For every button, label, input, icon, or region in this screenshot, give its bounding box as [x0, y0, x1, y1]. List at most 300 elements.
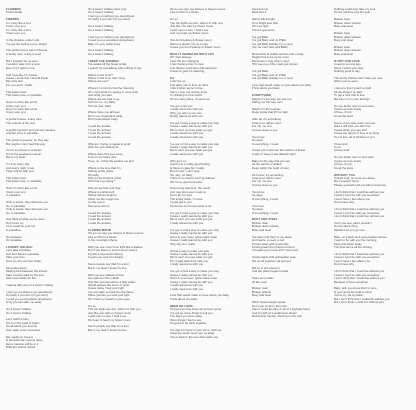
lyric-line: Fly I really wanna be with you [170, 258, 208, 263]
lyric-line: Cause you don't believe in flower moon [170, 44, 221, 49]
lyric-line: I know I can't be with you somehow [334, 272, 380, 277]
lyric-line: But maybe I can't feel that way [6, 141, 46, 146]
lyric-line: I need the answer [88, 220, 111, 225]
lyric-line: (If love, if not) [334, 110, 352, 115]
lyric-line: And every night I pray [6, 165, 35, 170]
lyric-line: Cause I really wanna be with you [170, 124, 213, 129]
lyric-line: Comes close to you [252, 127, 278, 132]
lyric-line: It's good to be back together [170, 321, 207, 325]
lyric-line: When you've gone [334, 79, 358, 84]
lyric-line: I know I can't be with you somehow [334, 255, 380, 260]
lyric-line: Oh I'm so good tomorrow [170, 179, 203, 184]
lyric-line: Only you can take me away [6, 300, 42, 305]
lyric-line: Mmm can't you see what you got [170, 255, 213, 260]
lyric-line: Oh so many place, I found now [170, 96, 210, 101]
lyric-line: A gentle breeze, a lazy tune [6, 117, 42, 122]
lyric-line: A sign of hope in the darkest night [252, 151, 296, 156]
lyric-line: Where's no kind to find the fraternity [88, 86, 135, 91]
lyric-line: Cause we love lonely [334, 107, 362, 112]
lyric-line: Well it still all right [252, 17, 275, 22]
lyric-line: So deep [252, 138, 263, 143]
lyric-line: Now I'm crazy like a fool [6, 186, 38, 191]
lyric-line: Time, no, I write the psalms me and [88, 158, 134, 163]
lyric-line: The pretty clothes won't help you now [334, 75, 383, 80]
lyric-line: And make some memories [6, 327, 41, 332]
song-title: BUSY AND STEEL [252, 217, 278, 222]
lyric-line: Are split over the middle [88, 276, 120, 281]
lyric-line: The time we've all the shining [334, 245, 372, 250]
lyric-line: I need you so anywhere (anywhere) [6, 296, 52, 301]
lyric-line: Frozen heart with a wild side [252, 241, 289, 246]
lyric-line: I really wanna be with you [170, 220, 204, 225]
lyric-line: You know [252, 134, 265, 139]
lyric-line: I need the answer [88, 217, 111, 222]
lyric-line: Well you see phases of blue [88, 272, 125, 277]
lyric-line: Sand and castle for two [6, 276, 37, 281]
lyric-line: Get it to over loser, gotta make it last [170, 234, 217, 239]
lyric-line: Let's take a holiday [6, 248, 31, 253]
lyric-line: Cause I really wanna be with you [170, 231, 213, 236]
lyric-line: I've got the feeling you're alright [6, 41, 47, 46]
lyric-line: Cause I really wanna be with you [170, 214, 213, 219]
lyric-line: I don't think that I could live without you [334, 213, 385, 218]
lyric-line: Used to to a really good feeling [170, 162, 210, 167]
lyric-line: Remember friends, dancing on the rain [252, 314, 302, 318]
song-title: REALLY WANNA BE WITH YOU [170, 51, 215, 56]
song-title: WITHOUT YOU [334, 172, 356, 177]
lyric-line: Broken town [252, 286, 269, 291]
lyric-line: Cheers so rather mind [252, 176, 281, 181]
lyric-line: Remember lil Godlie and the had a baby [252, 51, 304, 56]
lyric-line: All the things I've said [334, 89, 362, 94]
lyric-line: I can't be so [170, 79, 186, 84]
lyric-line: Maybe it's the feelings [252, 107, 281, 112]
lyric-line: The city lights are dim, when I'm with you [88, 307, 141, 312]
lyric-line: Broken down wheels [334, 34, 361, 39]
lyric-line: You know [252, 189, 265, 194]
lyric-line: I need you so anywhere (anywhere) [88, 38, 134, 43]
lyric-line: Love that would make a move about you baby [170, 293, 229, 298]
lyric-line: Love that would make a move about you baby [252, 82, 311, 87]
lyric-line: Cause I really wanna be with you [170, 279, 213, 284]
lyric-line: I really wanna be with you [170, 286, 204, 291]
lyric-line: Don't know, I can't stop [170, 169, 200, 174]
lyric-line: You can fade so hard into the flame [88, 289, 134, 294]
lyric-line: Why am I so [170, 158, 187, 163]
lyric-line: A family man, a dog to feed [6, 51, 42, 56]
lyric-line: Busy and steel [252, 293, 271, 298]
lyric-line: Busy and steel [334, 38, 353, 43]
lyric-line: The perfect lover, best of friends [6, 48, 48, 53]
lyric-line: I won't have I feel about you [334, 196, 370, 201]
lyric-line: If not [334, 144, 341, 149]
lyric-line: Well in a dream I fly up to see [170, 41, 209, 46]
lyric-line: On baby if you don't (if you don't) [6, 293, 49, 298]
lyric-line: You're so picture in a dream [6, 148, 42, 153]
lyric-line: I'm tryin every day [6, 162, 30, 167]
lyric-line: I really wanna be with you [170, 151, 204, 156]
lyric-line: I can't believe that I'm real [170, 62, 204, 67]
lyric-line: Mmm can't you see what you got [170, 127, 213, 132]
lyric-line: Sun and Sand in paradise [6, 251, 40, 256]
lyric-line: Keep that down away [334, 241, 362, 246]
lyric-line: I've got to tell you [170, 103, 193, 108]
lyric-line: On so [170, 17, 178, 22]
lyric-line: Cause the dance of love is so bring [334, 131, 380, 136]
lyric-line: But here I'm in your feelings [334, 96, 370, 101]
lyric-line: It seems so long ago [334, 62, 361, 67]
lyric-line: Crazy over you [6, 24, 26, 29]
lyric-line: Of the road [252, 279, 267, 284]
lyric-line: On a lovers' holiday [88, 51, 114, 56]
lyric-line: Please yourself until you fall in tomorrow [334, 182, 386, 187]
lyric-line: I've got Baby and Jo Phillo [252, 72, 286, 77]
lyric-line: So, in paradise [6, 203, 26, 208]
lyric-line: Oh baby [88, 172, 99, 177]
lyric-line: Melting love between the sheets [6, 269, 48, 274]
lyric-line: Where is nothing left [88, 189, 115, 194]
lyric-line: Nothing good to say [334, 69, 360, 74]
lyric-line: Is everything, I need [252, 210, 279, 215]
lyric-line: Well you see moon from light like a feather [88, 245, 143, 250]
lyric-line: Soul and my [252, 8, 269, 11]
lyric-line: Just like you with my flower moon [170, 24, 214, 29]
lyric-line: And my heart my flower moon [170, 31, 209, 36]
song-title: FLOWER MOON [88, 227, 111, 232]
lyric-line: Tonight a'ain so meet you about [334, 176, 375, 181]
lyric-line: Staring at the grave [88, 169, 114, 174]
lyric-line: Really wanna be with you [170, 113, 203, 118]
lyric-line: I wanna take you on a lovers' holiday [6, 282, 54, 287]
lyric-line: I can't go on without you (anywhere) [6, 289, 53, 294]
lyric-line: I won't think that I could live without you [334, 276, 385, 281]
lyric-line: And now dont even mean to [170, 189, 206, 194]
lyric-line: I've got Billie Holiday in my soul [252, 76, 293, 80]
lyrics-column-4 [252, 8, 324, 404]
lyric-line: Finding heart from blood to blood [252, 245, 295, 250]
lyric-line: But I wouldn't be so sure [6, 58, 38, 63]
lyric-line: I've got to find a way to make you stay [170, 141, 219, 146]
lyric-line: So all the stars [334, 165, 354, 170]
lyric-line: The lonely down, I'm love [170, 196, 203, 201]
lyric-line: Baby it's you, really does [88, 41, 120, 46]
lyric-line: I need the answer [88, 134, 111, 139]
lyric-line: Busy and steel [334, 24, 353, 29]
lyric-line: Is there no gate but I really [170, 165, 205, 170]
lyric-line: Is everything, I need [252, 196, 279, 201]
lyric-line: I know I can't be with you somehow [334, 210, 380, 215]
lyric-line: On paradise [6, 238, 22, 243]
lyric-line: Let's catch a train [6, 317, 29, 322]
lyric-line: Maybe it's the way you see me [252, 96, 292, 101]
lyric-line: Just what you said [88, 93, 112, 98]
lyric-line: On a lovers' holiday (and you) [88, 8, 127, 11]
lyric-line: Nothing could ever take my soul [334, 8, 376, 11]
lyric-line: I don't think that I could live without you [334, 251, 385, 256]
lyric-line: Just like you with my flower moon [88, 310, 132, 315]
lyric-line: Oh so one day you believe in flower moons [170, 8, 226, 11]
lyric-line: For me, no one [252, 179, 272, 184]
lyric-line: So, in paradise [6, 210, 26, 215]
lyric-line: I really wanna be with you [170, 262, 204, 267]
lyric-line: Who are you looking for [88, 144, 119, 149]
lyric-line: Don't understand, baby [88, 117, 118, 122]
lyric-line: Oh I miss what I'm saying or more than [88, 89, 139, 94]
lyric-line: Sorry, cover me and be done [170, 89, 208, 94]
lyric-line: I don't think that I could live without you [334, 207, 385, 212]
lyric-line: Cause I know that I should thank [6, 75, 48, 80]
lyric-line: Deep within the heart of soul [252, 165, 289, 170]
lyric-line: Baby, still, you know that I'm sure [334, 286, 377, 291]
lyric-line: Broken wheels [252, 289, 271, 294]
lyric-line: We go all together eat and get [252, 258, 291, 263]
lyric-line: Mmm can't you see what you got [170, 148, 213, 153]
lyric-line: I've got Billie [252, 34, 269, 39]
lyric-line: I've got to find a way to make you stay [170, 120, 219, 125]
lyric-line: In the moonlight shone [88, 238, 118, 243]
lyric-line: Even if it's right for me [6, 65, 35, 70]
lyric-line: I've got Baby and Jo Phillo [252, 38, 286, 43]
lyric-line: So you better now on love said [334, 103, 374, 108]
lyric-line: I wish upon a star, I hold it too [88, 314, 127, 319]
lyric-line: All I know, it's something [252, 172, 284, 177]
lyric-line: I gotta get to you [170, 200, 192, 205]
lyric-line: Don't you know to the point [252, 303, 287, 308]
lyric-line: You in back in the love that made you [170, 334, 218, 339]
lyric-line: I really wanna be with you [170, 107, 204, 112]
lyric-line: Taught him to be up for more [252, 55, 289, 60]
lyric-line: Cause today I feel your light [88, 286, 124, 291]
lyric-line: In paradise [6, 193, 21, 198]
lyric-line: On a lovers' holiday [88, 27, 114, 32]
lyric-line: Oh, why, oh baby [170, 172, 193, 177]
lyric-line: Can't you see, said I wouldn't [334, 220, 372, 225]
lyric-line: Do the same thing [334, 224, 358, 229]
lyric-line: Were things I had to say [170, 317, 202, 322]
lyric-line: Is your arms are hold to mind [334, 289, 372, 294]
lyric-line: I really wanna be with you [170, 131, 204, 136]
lyric-line: In the shadow, under cold [6, 38, 39, 43]
lyric-line: But I don't think that I could live without you [334, 296, 390, 301]
lyric-line: But so is she piled on [252, 265, 280, 270]
lyric-line: So deep [252, 207, 263, 212]
lyric-line: This better time, in paradise [6, 93, 42, 98]
lyric-line: I wish upon a star, I hold it too [170, 27, 209, 32]
lyric-line: Knows to gust it's dawning [170, 69, 204, 74]
lyric-line: Is everything, I need [252, 141, 279, 146]
lyric-line: Where is the love that I'm [88, 165, 121, 170]
lyric-line: Candy apple with self leather seat [252, 255, 296, 260]
lyric-line: Because of love somehow [334, 279, 368, 284]
lyric-line: Oh so one day you believe in flower moons [88, 231, 144, 236]
lyric-line: On a lovers' holiday [88, 10, 114, 15]
lyric-line: I can't go on without you (anywhere) [88, 13, 135, 18]
song-title: I NEED THE ANSWER [88, 58, 119, 63]
lyric-line: Mind and it [252, 10, 267, 15]
lyric-line: Why do we hide and hide [88, 186, 121, 191]
lyric-line: After all, it's something [252, 117, 281, 122]
lyric-line: I really wanna be with you [170, 134, 204, 139]
lyric-line: Love could be your fun [6, 224, 36, 229]
lyric-line: On a lovers' holiday [88, 24, 114, 29]
lyric-line: In paradise [6, 227, 21, 232]
lyric-line: For me, no one [252, 124, 272, 129]
lyric-line: Some of our stars won't you see [334, 120, 376, 125]
lyric-line: Busy and steel [334, 51, 353, 56]
lyric-line: Cheers so rather mind [252, 120, 281, 125]
lyric-line: I've got Billie [252, 69, 269, 74]
lyric-line: Taking me the way I am [252, 100, 283, 105]
lyric-line: The grass is greener, so they say [6, 138, 49, 143]
lyric-line: I don't think that I could live without you [334, 189, 385, 194]
lyric-line: Instrumental [6, 10, 22, 15]
lyric-line: I lie awake till the break of day [88, 62, 127, 67]
lyric-line: I've got so many things to tell you [170, 310, 213, 315]
lyric-line: Now I'm crazy like a fool [6, 107, 38, 112]
lyric-line: I'm crazy like a fool [6, 20, 31, 25]
lyric-line: I've got to find a way to make you stay [170, 210, 219, 215]
lyric-line: Then I could feel like a roll of a highway band [252, 307, 310, 312]
lyric-line: Tomorrow don't know what to do [170, 203, 212, 208]
lyric-line: Now loving welcome, the words [170, 186, 211, 191]
lyric-line: I'll find a way to make you stay [170, 248, 210, 253]
lyric-line: Cause I really wanna be with you [170, 145, 213, 150]
lyric-line: All the earth's a radiant [252, 162, 282, 167]
lyric-line: Oh tender Porto [6, 265, 27, 270]
lyric-line: This better town [6, 176, 27, 180]
lyric-line: Who am I trying to speak to at all [88, 141, 131, 146]
lyric-line: Show me the magic one [88, 196, 120, 201]
lyric-line: I really wanna be with you [170, 283, 204, 288]
lyric-line: I can't go on without you (anywhere) [88, 34, 135, 39]
lyric-line: Crazy over you [6, 189, 26, 194]
lyric-line: So deep [252, 193, 263, 198]
lyric-line: I like it when we're in love [170, 86, 203, 91]
lyric-line: On paradise [6, 234, 22, 239]
lyric-line: Broken down wheels [252, 224, 279, 229]
lyric-line: (So, so mad Jazz and Billie) [252, 44, 288, 49]
lyric-line: Till I see me of the roads get stones [252, 62, 298, 67]
lyric-line: Keep the world never turn us away [170, 331, 215, 336]
lyric-line: So be the weekend melody [6, 151, 41, 156]
song-title: LOVERS' HOLIDAY [6, 244, 33, 249]
lyric-line: I won't have I feel about you [334, 258, 370, 263]
lyric-line: Since I found your love [334, 65, 364, 70]
lyric-line: You don't believe in flower moon [170, 38, 212, 43]
lyric-line: I need the answer [88, 124, 111, 129]
lyric-line: If life is sweet, then what are you [6, 207, 48, 212]
lyric-line: But in my heart [6, 155, 26, 160]
lyric-line: Where are we now to go [88, 96, 120, 101]
lyric-line: And other you in love so hard [170, 82, 208, 87]
lyric-line: Don't you understand what [88, 113, 123, 118]
lyric-line: Where is the lover that I long [88, 75, 125, 80]
lyric-line: I need the answer [88, 210, 111, 215]
lyric-line: To get a love that is true [334, 93, 365, 98]
song-title: FRIENDS [6, 17, 20, 22]
lyric-line: Crazy over you [6, 103, 26, 108]
lyric-line: Cause I really wanna be with you [170, 238, 213, 243]
lyric-line: The colours of the sea [6, 120, 35, 125]
lyric-line: Hot hearts, a need, a red, [252, 238, 285, 243]
lyric-line: I wouldn't take it for a cure [6, 62, 40, 67]
lyric-line: This better town [6, 89, 27, 94]
lyric-line: Every passion will be in it [6, 341, 39, 346]
lyric-line: And I'm with of a small-town dream [252, 310, 297, 315]
lyric-line: Mmm can't you see what you got [170, 217, 213, 222]
lyric-line: It's the rainbow and the gold [334, 10, 371, 15]
lyric-line: Tell it to me, my baby [88, 100, 116, 105]
lyric-line: Get it to over loser, gotta make it last [170, 276, 217, 281]
lyric-line: And I feel like I'm insane [6, 72, 38, 77]
lyric-line: Oh I hold my breath in your eyes [88, 296, 130, 301]
lyric-line: Tell me now, baby [88, 103, 111, 108]
lyric-line: My heart is heart my flower moon [88, 317, 131, 322]
lyric-line: Different stories unfold [6, 345, 35, 350]
lyric-line: (If love and) [334, 148, 350, 153]
lyric-line: Like a child in a dream [88, 234, 117, 239]
lyrics-column-2 [88, 8, 160, 404]
lyric-line: Where have you all been [88, 110, 120, 115]
lyric-line: Get it all, I'm love [170, 193, 193, 198]
lyric-line: On so [88, 303, 96, 308]
lyrics-column-1 [6, 8, 78, 404]
lyric-line: Someone tell me [88, 203, 110, 208]
lyric-line: From in my head, why [88, 155, 117, 160]
lyric-line: Where will we begin to [88, 193, 117, 198]
lyric-line: I came to find I could not fold [334, 86, 371, 91]
lyric-line: Baby, so it feels and contemplates above [334, 234, 387, 239]
lyric-line: I need the answer [88, 213, 111, 218]
lyric-line: Broken town [252, 220, 269, 225]
lyric-line: Fly like a free heart shining [88, 251, 123, 256]
lyric-line: I've got to find a way to make you stay [170, 269, 219, 274]
lyric-line: (If love, if not) [334, 162, 352, 167]
lyric-line: Think about you baby [170, 296, 198, 301]
lyric-line: Where does this love came [88, 151, 123, 156]
lyric-line: It's a bright love that [252, 20, 278, 25]
lyric-line: I don't think that I could live without you [334, 269, 385, 274]
lyric-line: Give me all your love today [6, 258, 41, 263]
lyric-line: But in my heart I know it's true [88, 265, 127, 270]
lyric-line: Cause you could see the world in a flower [252, 148, 306, 153]
lyric-line: Broken down wheels [334, 20, 361, 25]
lyric-line: Don't ever cry [6, 220, 24, 225]
lyric-line: Well I heard people speak [252, 300, 286, 305]
lyric-line: Don't know why [334, 262, 355, 267]
lyric-line: (In the room) [88, 200, 105, 205]
lyric-line: The days you were away [170, 314, 202, 319]
lyric-line: On baby if you don't (if you don't) [88, 17, 131, 22]
lyric-line: I've got to find a way to make you stay [170, 227, 219, 232]
lyric-line: Crazy over you [6, 110, 26, 115]
lyric-line: If life is sweet, then what are you [6, 200, 48, 205]
lyric-line: I need the answer [88, 127, 111, 132]
lyrics-column-3 [170, 8, 242, 404]
lyric-line: I'm crazy like a fool [6, 27, 31, 32]
lyric-line: Is beneath the cypress trees [6, 338, 43, 343]
lyric-line: A gentle hypnotic and summer dreams [6, 127, 56, 132]
lyric-line: Some people say that I'm a fool [88, 324, 129, 329]
song-title: EVERYTHING [252, 93, 272, 98]
song-title: FLOWERS [6, 8, 21, 11]
lyric-line: Another story in paradise [6, 131, 39, 136]
lyric-line: And the place began to hate [252, 269, 289, 274]
lyric-line: Where are you? [88, 79, 109, 84]
lyric-line: But [170, 76, 175, 80]
lyric-line: Wouldn't let you go now [334, 227, 365, 232]
lyric-line: This better time, in paradise [6, 179, 42, 184]
